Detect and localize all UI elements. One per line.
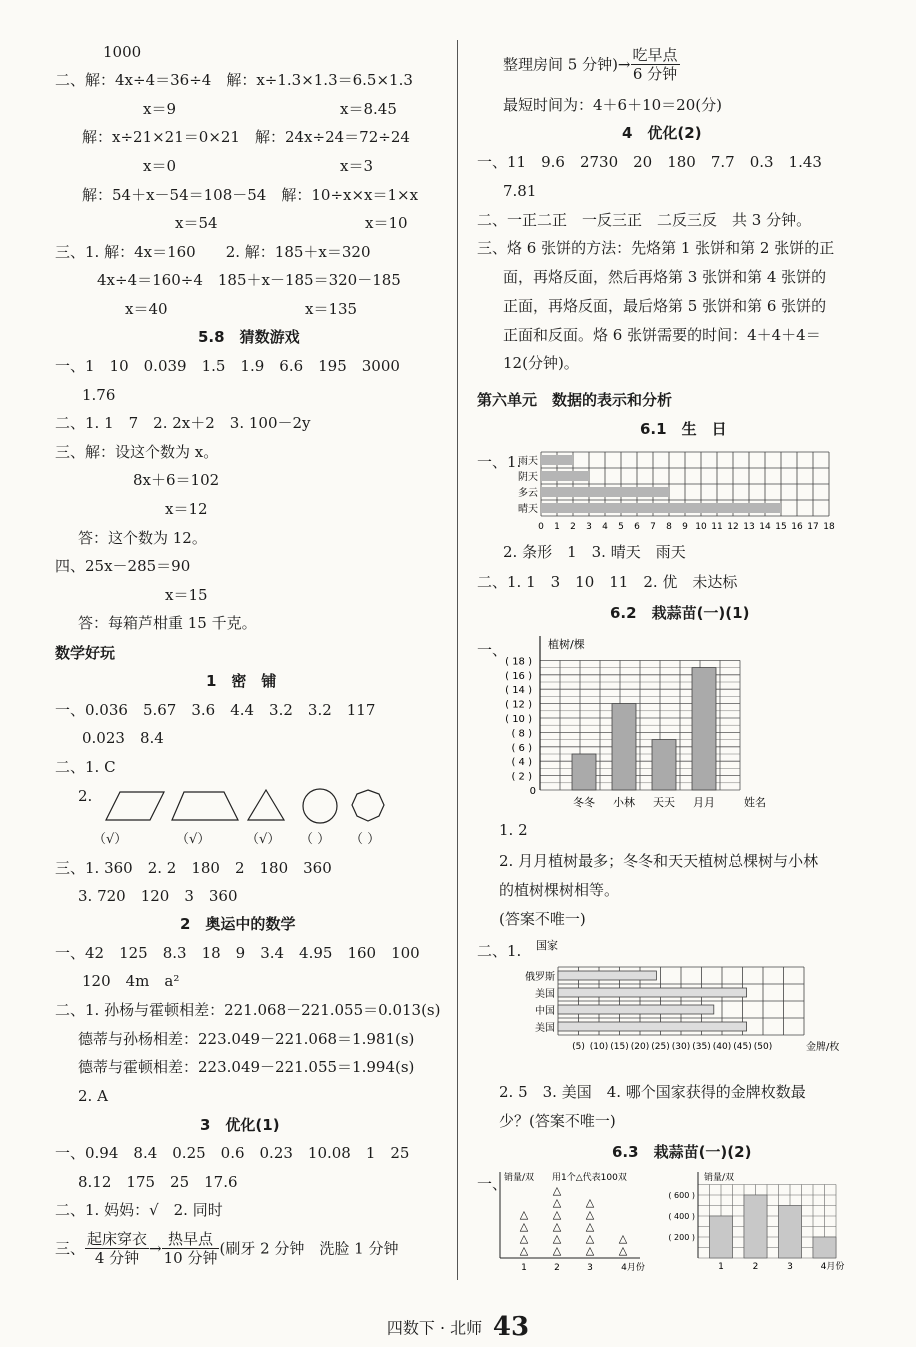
x-axis-label: 姓名 (744, 796, 766, 809)
trapezoid-shape (172, 792, 238, 820)
answer-line: 一、1 10 0.039 1.5 1.9 6.6 195 3000 (55, 357, 400, 375)
answer-line: 3. 720 120 3 360 (78, 887, 238, 905)
tick-label: ( 4 ) (511, 757, 532, 769)
answer-line: x＝15 (165, 586, 208, 604)
answer-line: 的植树棵树相等。 (499, 881, 620, 899)
tick-label: (45) (733, 1042, 752, 1052)
answer-line: 2. (78, 787, 93, 805)
category-label: 1 (521, 1263, 527, 1273)
triangle-icon: △ (585, 1208, 595, 1221)
answer-line: 正面和反面。烙 6 张饼需要的时间：4＋4＋4＝ (503, 326, 821, 344)
triangle-icon: △ (618, 1232, 628, 1245)
y-axis-label: 销量/双 (704, 1173, 735, 1183)
answer-line: 德蒂与霍顿相差：223.049－221.055＝1.994(s) (78, 1058, 415, 1076)
tick-label: 6 (634, 522, 640, 532)
triangle-icon: △ (552, 1184, 562, 1197)
triangle-icon: △ (519, 1232, 529, 1245)
tick-label: 10 (695, 522, 707, 532)
tick-label: ( 16 ) (505, 670, 532, 682)
tick-label: 17 (807, 522, 819, 532)
x-axis-label: 金牌/枚 (806, 1042, 840, 1053)
bar (541, 503, 781, 513)
tick-label: (5) (572, 1042, 585, 1052)
answer-line: 四、25x－285＝90 (55, 557, 191, 575)
category-label: 冬冬 (573, 796, 595, 809)
section-heading: 6.2 栽蒜苗(一)(1) (610, 604, 750, 622)
fraction-step (631, 46, 680, 83)
answer-line: x＝0 (143, 157, 177, 175)
answer-line: 8.12 175 25 17.6 (78, 1173, 238, 1191)
bar (744, 1195, 767, 1258)
triangle-icon: △ (552, 1196, 562, 1209)
answer-line: 二、1. 1 7 2. 2x＋2 3. 100－2y (55, 414, 311, 432)
tick-label: (40) (712, 1042, 732, 1052)
legend-text: 用1个△代表100双 (552, 1173, 627, 1183)
tick-label: 16 (791, 522, 803, 532)
triangle-icon: △ (519, 1208, 529, 1221)
answer-line: x＝135 (305, 300, 358, 318)
tick-label: (35) (692, 1042, 711, 1052)
y-axis-label: 销量/双 (504, 1173, 535, 1183)
answer-line: x＝10 (365, 214, 408, 232)
answer-line: 0.023 8.4 (82, 729, 164, 747)
tick-label: 13 (743, 522, 755, 532)
answer-line: 德蒂与孙杨相差：223.049－221.068＝1.981(s) (78, 1030, 415, 1048)
triangle-icon: △ (552, 1244, 562, 1257)
section-heading: 6.3 栽蒜苗(一)(2) (612, 1143, 752, 1161)
answer-line: x＝12 (165, 500, 208, 518)
answer-line: 解：x÷21×21＝0×21 解：24x÷24＝72÷24 (82, 128, 410, 146)
category-label: 晴天 (518, 504, 538, 515)
tick-label: ( 10 ) (505, 714, 532, 725)
bar (652, 740, 676, 790)
answer-line: 一、0.036 5.67 3.6 4.4 3.2 3.2 117 (55, 701, 376, 719)
answer-line: 2. 月月植树最多；冬冬和天天植树总棵树与小林 (499, 852, 819, 870)
answer-line: 答：每箱芦柑重 15 千克。 (78, 614, 257, 632)
flow-prefix: 三、 (55, 1239, 86, 1258)
section-heading: 2 奥运中的数学 (180, 915, 296, 933)
tick-label: (20) (630, 1042, 650, 1052)
flow-line (55, 1230, 398, 1267)
triangle-icon: △ (618, 1244, 628, 1257)
tick-label: ( 12 ) (505, 699, 532, 711)
answer-line: 1. 2 (499, 821, 528, 839)
answer-line: 二、一正二正 一反三正 二反三反 共 3 分钟。 (477, 211, 812, 229)
answer-line: 1.76 (82, 386, 116, 404)
step-name: 起床穿衣 (87, 1230, 148, 1248)
tick-label: ( 8 ) (511, 728, 532, 740)
tick-label: 15 (775, 522, 787, 532)
section-heading: 数学好玩 (55, 644, 116, 662)
answer-line: 二、1. 孙杨与霍顿相差：221.068－221.055＝0.013(s) (55, 1001, 441, 1019)
answer-line: 二、1. 妈妈：√ 2. 同时 (55, 1201, 223, 1219)
answer-line: 最短时间为：4＋6＋10＝20(分) (503, 96, 722, 114)
answer-line: x＝54 (175, 214, 218, 232)
tick-label: 3 (586, 522, 592, 532)
y-axis-label: 国家 (536, 939, 558, 952)
triangle-icon: △ (552, 1220, 562, 1233)
sales-bar-chart (662, 1168, 862, 1280)
answer-line: 三、1. 解：4x＝160 2. 解：185＋x＝320 (55, 243, 371, 261)
answer-line: 答：这个数为 12。 (78, 529, 207, 547)
answer-line: 二、1. C (55, 758, 116, 776)
bar (692, 668, 716, 790)
answer-line: x＝9 (143, 100, 177, 118)
tick-label: 5 (618, 522, 624, 532)
tick-label: 9 (682, 522, 688, 532)
bar (558, 971, 656, 980)
page-footer (0, 1312, 916, 1342)
category-label: 天天 (653, 796, 675, 809)
answer-line: x＝40 (125, 300, 168, 318)
shapes-figure (98, 786, 398, 830)
bar (541, 471, 589, 481)
tick-label: 11 (711, 522, 723, 532)
step-time: 4 分钟 (94, 1249, 140, 1267)
category-label: 俄罗斯 (525, 972, 555, 983)
fraction-step (162, 1230, 220, 1267)
answer-line: 一、 (477, 641, 508, 659)
tick-label: (10) (589, 1042, 609, 1052)
answer-line: 二、解：4x÷4＝36÷4 解：x÷1.3×1.3＝6.5×1.3 (55, 71, 413, 89)
answer-line: 7.81 (503, 182, 537, 200)
tick-label: 7 (650, 522, 656, 532)
category-label: 小林 (613, 796, 635, 809)
section-heading: 1 密 铺 (206, 672, 277, 690)
answer-line: 少？(答案不唯一) (499, 1112, 616, 1130)
tick-label: (50) (753, 1042, 773, 1052)
bar (558, 988, 747, 997)
shape-mark: （√） (93, 832, 128, 847)
step-time: 10 分钟 (163, 1249, 218, 1267)
bar (572, 754, 596, 790)
answer-line: 三、烙 6 张饼的方法：先烙第 1 张饼和第 2 张饼的正 (477, 239, 835, 257)
tick-label: 0 (538, 522, 544, 532)
answer-line: 2. A (78, 1087, 108, 1105)
answer-line: 二、1. (477, 942, 522, 960)
footer-text: 四数下 · 北师 (386, 1318, 483, 1338)
category-label: 2 (554, 1263, 560, 1273)
tick-label: (25) (651, 1042, 670, 1052)
tick-label: 14 (759, 522, 771, 532)
category-label: 4月份 (820, 1262, 845, 1272)
category-label: 雨天 (518, 456, 538, 467)
triangle-shape (248, 790, 284, 820)
answer-line: 三、解：设这个数为 x。 (55, 443, 219, 461)
weather-bar-chart (505, 448, 845, 536)
page-number: 43 (492, 1312, 530, 1342)
category-label: 美国 (535, 1023, 555, 1034)
tick-label: 8 (666, 522, 672, 532)
answer-line: 二、1. 1 3 10 11 2. 优 未达标 (477, 573, 738, 591)
category-label: 2 (752, 1262, 759, 1272)
answer-line: x＝3 (340, 157, 374, 175)
circle-shape (303, 789, 337, 823)
answer-line: 一、42 125 8.3 18 9 3.4 4.95 160 100 (55, 944, 420, 962)
flow-prefix: 整理房间 5 分钟)→ (503, 55, 631, 74)
triangle-icon: △ (519, 1220, 529, 1233)
bar (612, 704, 636, 790)
tick-label: 2 (570, 522, 576, 532)
answer-line: 正面，再烙反面，最后烙第 5 张饼和第 6 张饼的 (503, 297, 827, 315)
tick-label: 12 (727, 522, 739, 532)
tick-label: 1 (554, 522, 560, 532)
step-name: 热早点 (162, 1230, 220, 1249)
tick-label: 0 (529, 786, 536, 797)
category-label: 3 (787, 1262, 793, 1272)
bar (541, 487, 669, 497)
column-divider (457, 40, 458, 1280)
tick-label: (30) (671, 1042, 691, 1052)
bar (779, 1206, 802, 1259)
section-heading: 3 优化(1) (200, 1116, 280, 1134)
triangle-icon: △ (552, 1232, 562, 1245)
category-label: 阴天 (518, 472, 538, 483)
category-label: 4月份 (621, 1263, 645, 1273)
bar (558, 1022, 747, 1031)
tree-planting-bar-chart (500, 630, 780, 815)
answer-line: 12(分钟)。 (503, 354, 579, 372)
answer-line: 2. 5 3. 美国 4. 哪个国家获得的金牌枚数最 (499, 1083, 806, 1101)
tick-label: 4 (602, 522, 608, 532)
category-label: 3 (587, 1263, 593, 1273)
answer-line: 面，再烙反面，然后再烙第 3 张饼和第 4 张饼的 (503, 268, 827, 286)
y-axis-label: 植树/棵 (548, 638, 585, 651)
category-label: 中国 (535, 1006, 555, 1017)
answer-line: 一、11 9.6 2730 20 180 7.7 0.3 1.43 (477, 153, 822, 171)
answer-line: x＝8.45 (340, 100, 397, 118)
flow-line (503, 46, 680, 83)
bar (813, 1237, 836, 1258)
section-heading: 4 优化(2) (622, 124, 702, 142)
tick-label: ( 400 ) (668, 1212, 695, 1221)
answer-line: 一、 (477, 1175, 508, 1193)
tick-label: ( 2 ) (511, 771, 532, 783)
answer-line: 1000 (103, 43, 142, 61)
tick-label: ( 14 ) (505, 685, 532, 697)
category-label: 美国 (535, 989, 555, 1000)
answer-line: (答案不唯一) (499, 910, 586, 928)
tick-label: ( 200 ) (668, 1233, 695, 1242)
answer-line: 2. 条形 1 3. 晴天 雨天 (503, 543, 686, 561)
answer-line: 一、0.94 8.4 0.25 0.6 0.23 10.08 1 25 (55, 1144, 410, 1162)
answer-line: 解：54＋x－54＝108－54 解：10÷x×x＝1×x (82, 186, 419, 204)
section-heading: 第六单元 数据的表示和分析 (477, 391, 673, 409)
fraction-step (85, 1230, 149, 1267)
answer-line: 一、1. (477, 453, 522, 471)
shape-mark: （√） (246, 832, 281, 847)
sales-pictograph (492, 1168, 652, 1280)
step-time: 6 分钟 (632, 65, 678, 83)
tick-label: (15) (610, 1042, 629, 1052)
triangle-icon: △ (585, 1232, 595, 1245)
category-label: 多云 (518, 488, 538, 499)
triangle-icon: △ (552, 1208, 562, 1221)
gold-medal-bar-chart (500, 935, 850, 1070)
answer-line: 8x＋6＝102 (133, 471, 220, 489)
step-name: 吃早点 (632, 46, 678, 64)
tick-label: ( 18 ) (505, 656, 532, 668)
answer-line: 4x÷4＝160÷4 185＋x－185＝320－185 (97, 271, 401, 289)
flow-note: (刷牙 2 分钟 洗脸 1 分钟 (219, 1239, 399, 1258)
triangle-icon: △ (585, 1196, 595, 1209)
arrow-icon: → (149, 1239, 162, 1258)
answer-line: 120 4m a² (82, 972, 180, 990)
shape-mark: （√） (176, 832, 211, 847)
triangle-icon: △ (519, 1244, 529, 1257)
category-label: 月月 (693, 796, 715, 809)
shape-mark: （ ） (300, 832, 331, 847)
triangle-icon: △ (585, 1220, 595, 1233)
parallelogram-shape (106, 792, 164, 820)
triangle-icon: △ (585, 1244, 595, 1257)
section-heading: 5.8 猜数游戏 (198, 328, 300, 346)
tick-label: ( 600 ) (668, 1191, 695, 1200)
tick-label: ( 6 ) (511, 742, 532, 754)
tick-label: 18 (823, 522, 835, 532)
bar (541, 455, 573, 465)
section-heading: 6.1 生 日 (640, 420, 727, 438)
answer-line: 三、1. 360 2. 2 180 2 180 360 (55, 859, 332, 877)
shape-mark: （ ） (350, 832, 381, 847)
category-label: 1 (718, 1262, 724, 1272)
bar (710, 1216, 733, 1258)
bar (558, 1005, 714, 1014)
octagon-shape (352, 790, 384, 821)
